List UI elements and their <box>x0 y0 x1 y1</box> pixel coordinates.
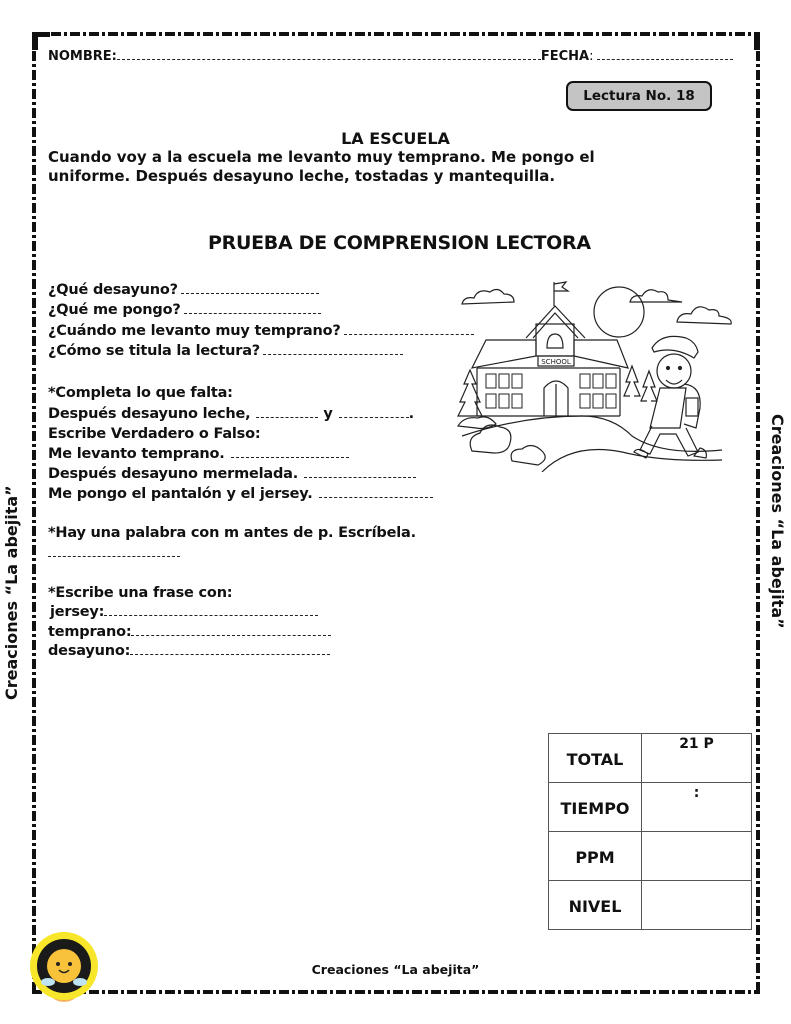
reading-text <box>48 148 648 186</box>
phrase-item-label: desayuno: <box>48 643 131 659</box>
tf-item <box>48 465 416 483</box>
phrase-heading: *Escribe una frase con: <box>48 585 233 601</box>
score-row <box>549 832 752 881</box>
score-table <box>548 733 752 930</box>
side-branding-left: Creaciones “La abejita” <box>2 485 21 700</box>
score-row <box>549 881 752 930</box>
frame-border-left <box>32 32 36 994</box>
nombre-label: NOMBRE: <box>48 49 117 64</box>
answer-field[interactable] <box>231 445 349 458</box>
phrase-item <box>48 623 331 641</box>
score-row <box>549 734 752 783</box>
question-text: ¿Qué desayuno? <box>48 282 178 298</box>
complete-heading: *Completa lo que falta: <box>48 385 233 401</box>
answer-field[interactable] <box>304 465 416 478</box>
complete-line-text: Después desayuno leche, <box>48 406 251 422</box>
tf-item-text: Me levanto temprano. <box>48 446 225 462</box>
test-title: PRUEBA DE COMPRENSION LECTORA <box>208 232 591 254</box>
score-label: TIEMPO <box>549 783 642 832</box>
answer-field[interactable] <box>184 301 321 314</box>
answer-field[interactable] <box>104 603 318 616</box>
score-value[interactable] <box>642 832 752 881</box>
answer-field[interactable] <box>256 405 318 418</box>
cloud-icon <box>677 307 731 324</box>
complete-line-end: . <box>408 406 414 422</box>
boy-character <box>634 336 706 458</box>
score-value[interactable]: : <box>642 783 752 832</box>
score-value[interactable] <box>642 881 752 930</box>
score-label: PPM <box>549 832 642 881</box>
header-row <box>48 47 733 64</box>
question-text: ¿Qué me pongo? <box>48 302 181 318</box>
question-text: ¿Cuándo me levanto muy temprano? <box>48 323 341 339</box>
tf-heading: Escribe Verdadero o Falso: <box>48 426 261 442</box>
lectura-badge-label: Lectura No. 18 <box>583 88 695 104</box>
word-answer-row <box>48 544 180 562</box>
side-branding-right: Creaciones “La abejita” <box>768 414 787 629</box>
school-illustration <box>452 276 742 472</box>
phrase-item-label: jersey: <box>50 604 105 620</box>
phrase-item <box>50 603 318 621</box>
answer-field[interactable] <box>263 342 403 355</box>
reading-line: Cuando voy a la escuela me levanto muy temprano. Me pongo el <box>48 148 595 166</box>
score-row <box>549 783 752 832</box>
question-item <box>48 342 403 360</box>
score-value[interactable]: 21 P <box>642 734 752 783</box>
score-label: NIVEL <box>549 881 642 930</box>
cloud-icon <box>462 289 514 304</box>
frame-border-bottom <box>32 990 760 994</box>
question-item <box>48 301 321 319</box>
question-text: ¿Cómo se titula la lectura? <box>48 343 261 359</box>
tf-item <box>48 445 349 463</box>
frame-corner <box>32 32 50 37</box>
answer-field[interactable] <box>131 623 331 636</box>
fecha-label: FECHA <box>540 49 590 64</box>
complete-line <box>48 405 414 423</box>
bush-icon <box>458 417 545 465</box>
sun-icon <box>594 287 644 337</box>
answer-field[interactable] <box>181 281 319 294</box>
score-label: TOTAL <box>549 734 642 783</box>
answer-field[interactable] <box>130 642 330 655</box>
reading-title <box>0 129 791 148</box>
answer-field[interactable] <box>48 544 180 557</box>
reading-title-text: LA ESCUELA <box>341 129 450 148</box>
footer-branding: Creaciones “La abejita” <box>311 962 480 977</box>
reading-line: uniforme. Después desayuno leche, tostadas y mantequilla. <box>48 167 556 185</box>
fecha-field[interactable] <box>597 47 733 60</box>
lectura-badge <box>566 81 712 111</box>
answer-field[interactable] <box>319 485 433 498</box>
nombre-field[interactable] <box>117 47 541 60</box>
school-sign-text: SCHOOL <box>541 358 571 366</box>
tf-item-text: Después desayuno mermelada. <box>48 466 299 482</box>
answer-field[interactable] <box>339 405 409 418</box>
school-building <box>472 282 628 416</box>
fecha-colon: : <box>589 49 594 64</box>
question-item <box>48 281 319 299</box>
frame-border-top <box>32 32 760 36</box>
frame-border-right <box>756 32 760 994</box>
tf-item <box>48 485 433 503</box>
question-item <box>48 322 474 340</box>
tf-item-text: Me pongo el pantalón y el jersey. <box>48 486 313 502</box>
frame-corner <box>754 32 760 50</box>
word-heading: *Hay una palabra con m antes de p. Escríbela. <box>48 525 416 541</box>
complete-line-y: y <box>323 406 333 422</box>
phrase-item-label: temprano: <box>48 624 132 640</box>
phrase-item <box>48 642 330 660</box>
